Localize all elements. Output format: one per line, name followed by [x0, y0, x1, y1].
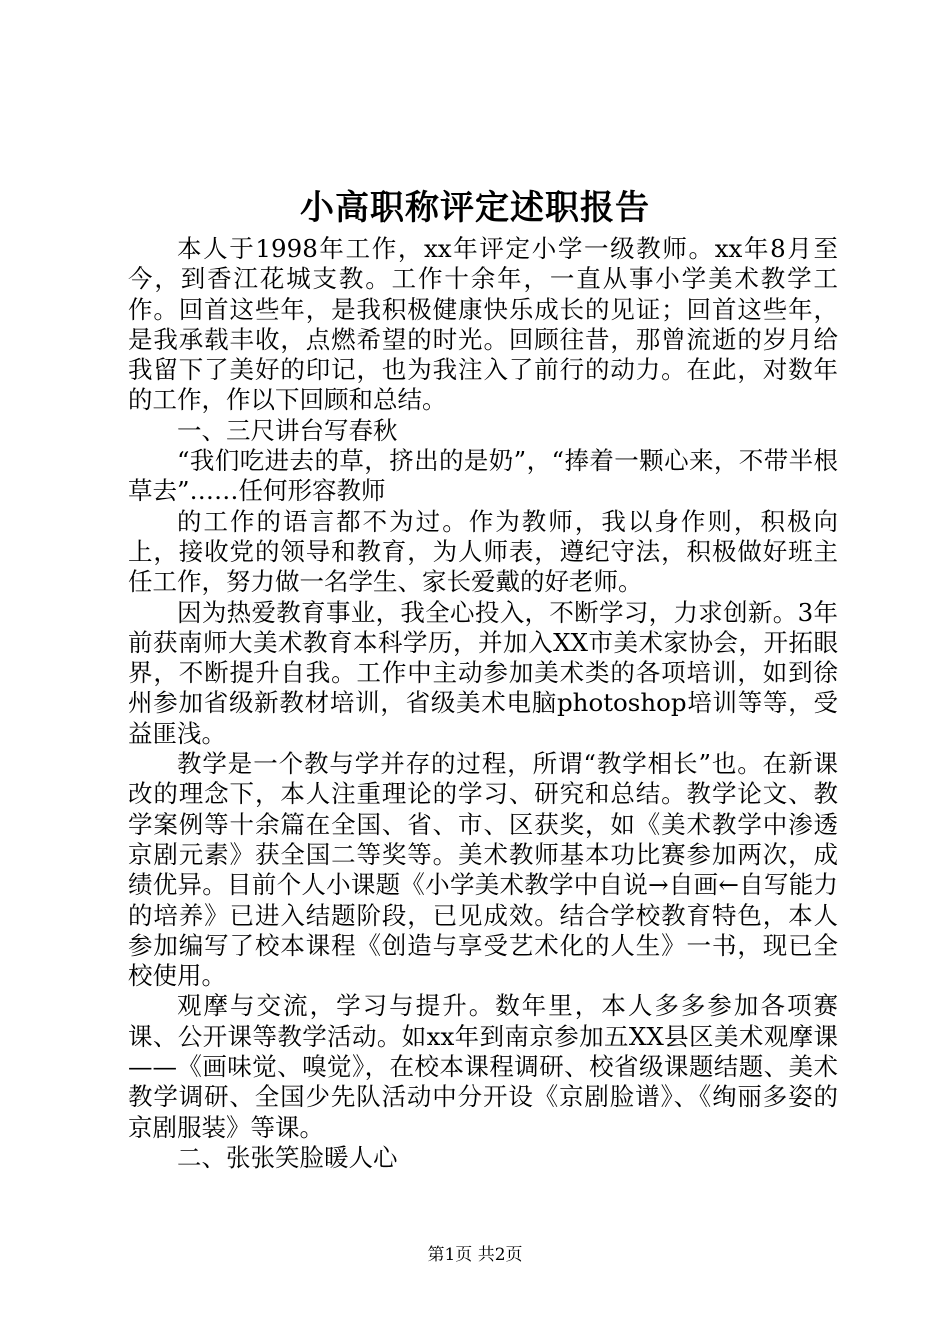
section-heading-2: 二、张张笑脸暖人心: [177, 1142, 398, 1172]
document-title: 小高职称评定述职报告: [300, 188, 650, 228]
paragraph-quote: “我们吃进去的草，挤出的是奶”，“捧着一颗心来，不带半根草去”……任何形容教师: [128, 446, 838, 506]
paragraph-teaching-research: 教学是一个教与学并存的过程，所谓“教学相长”也。在新课改的理念下，本人注重理论的学习、研究和总结。教学论文、教学案例等十余篇在全国、省、市、区获奖，如《美术教学中渗透京剧元素》获全国二等奖等。美术教师基本功比赛参加两次，成绩优异。目前个人小课题《小学美术教学中自说→自画←自写能力的培养》已进入结题阶段，已见成效。结合学校教育特色，本人参加编写了校本课程《创造与享受艺术化的人生》一书，现已全校使用。: [128, 749, 838, 991]
page-number-footer: 第1页 共2页: [427, 1245, 523, 1265]
paragraph-teacher-role: 的工作的语言都不为过。作为教师，我以身作则，积极向上，接收党的领导和教育，为人师表，遵纪守法，积极做好班主任工作，努力做一名学生、家长爱戴的好老师。: [128, 506, 838, 597]
document-body: [128, 234, 838, 1173]
section-heading-1: 一、三尺讲台写春秋: [177, 415, 398, 445]
paragraph-learning: 因为热爱教育事业，我全心投入，不断学习，力求创新。3年前获南师大美术教育本科学历，并加入XX市美术家协会，开拓眼界，不断提升自我。工作中主动参加美术类的各项培训，如到徐州参加省级新教材培训，省级美术电脑photoshop培训等等，受益匪浅。: [128, 597, 838, 748]
paragraph-observation-exchange: 观摩与交流，学习与提升。数年里，本人多多参加各项赛课、公开课等教学活动。如xx年到南京参加五XX县区美术观摩课——《画味觉、嗅觉》，在校本课程调研、校省级课题结题、美术教学调研、全国少先队活动中分开设《京剧脸谱》、《绚丽多姿的京剧服装》等课。: [128, 991, 838, 1142]
paragraph-intro: 本人于1998年工作，xx年评定小学一级教师。xx年8月至今，到香江花城支教。工作十余年，一直从事小学美术教学工作。回首这些年，是我积极健康快乐成长的见证；回首这些年，是我承载丰收，点燃希望的时光。回顾往昔，那曾流逝的岁月给我留下了美好的印记，也为我注入了前行的动力。在此，对数年的工作，作以下回顾和总结。: [128, 234, 838, 415]
